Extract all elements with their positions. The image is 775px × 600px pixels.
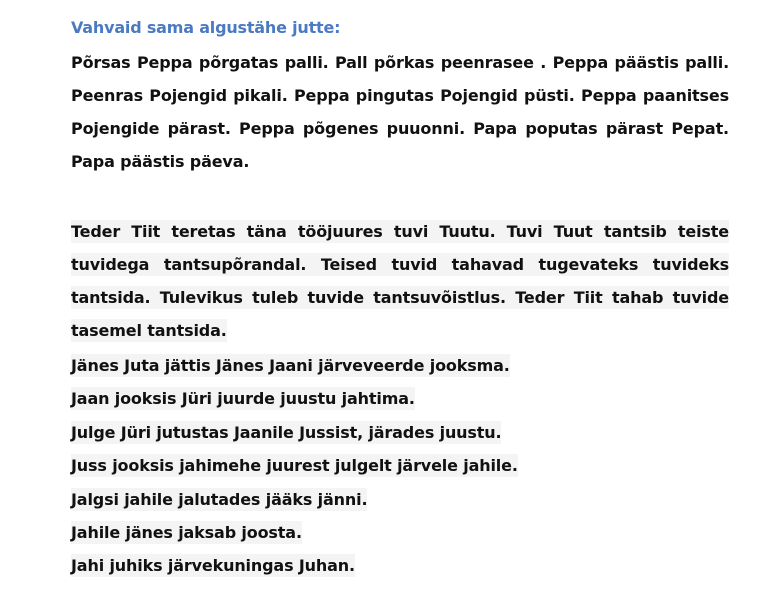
list-item bbox=[71, 349, 729, 382]
list-item bbox=[71, 549, 729, 582]
list-item bbox=[71, 516, 729, 549]
list-item-text: Juss jooksis jahimehe juurest julgelt järvele jahile. bbox=[71, 456, 518, 476]
list-item bbox=[71, 416, 729, 449]
list-item bbox=[71, 449, 729, 482]
paragraph-tiit-text: Teder Tiit teretas täna tööjuures tuvi Tuutu. Tuvi Tuut tantsib teiste tuvidega tantsupõrandal. Teised tuvid tahavad tugevateks tuvideks tantsida. Tulevikus tuleb tuvide tantsuvõistlus. Teder Tiit tahab tuvide tasemel tantsida. bbox=[71, 222, 729, 340]
paragraph-tiit bbox=[71, 215, 729, 347]
document-heading: Vahvaid sama algustähe jutte: bbox=[71, 18, 341, 37]
list-item-text: Jaan jooksis Jüri juurde juustu jahtima. bbox=[71, 389, 415, 409]
paragraph-peppa bbox=[71, 46, 729, 178]
list-item bbox=[71, 382, 729, 415]
list-item bbox=[71, 483, 729, 516]
paragraph-peppa-text: Põrsas Peppa põrgatas palli. Pall põrkas peenrasee . Peppa päästis palli. Peenras Pojengid pikali. Peppa pingutas Pojengid püsti. Peppa paanitses Pojengide pärast. Peppa põgenes puuonni. Papa poputas pärast Pepat. Papa päästis päeva. bbox=[71, 53, 729, 171]
list-item-text: Jänes Juta jättis Jänes Jaani järveveerde jooksma. bbox=[71, 356, 510, 375]
list-item-text: Jahi juhiks järvekuningas Juhan. bbox=[71, 556, 355, 576]
list-item-text: Jahile jänes jaksab joosta. bbox=[71, 522, 302, 542]
list-item-text: Julge Jüri jutustas Jaanile Jussist, järades juustu. bbox=[71, 422, 502, 442]
list-item-text: Jalgsi jahile jalutades jääks jänni. bbox=[71, 489, 368, 509]
sentence-list bbox=[71, 349, 729, 583]
